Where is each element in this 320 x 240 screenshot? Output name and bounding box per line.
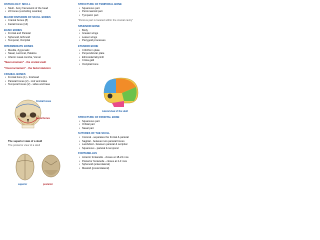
section-heading: INTERMEDIATE BONES bbox=[4, 44, 34, 48]
section-heading: FONTANELLES bbox=[78, 152, 97, 156]
text-line: • Lambdoid - between parietal & occipital bbox=[78, 143, 146, 147]
text-line: • Lesser wings bbox=[78, 36, 146, 40]
text-line: • Occipital bone bbox=[78, 63, 146, 67]
text-line: • Skull - bony framework of the head bbox=[4, 7, 72, 11]
posterior-view-title: The posterior view of a skull bbox=[8, 144, 41, 147]
text-line: "Petrous part is located within the cranial cavity" bbox=[78, 19, 134, 23]
text-line: • Frontal and Parietal bbox=[4, 32, 72, 36]
text-line: • Mastoid (posterolateral) bbox=[78, 167, 146, 171]
text-line: • Cribriform plate bbox=[78, 49, 146, 53]
text-line: • Squamous part bbox=[78, 120, 146, 124]
text-line: • Crista galli bbox=[78, 59, 146, 63]
text-line: • Anterior fontanelle - closes at 18-24 mos bbox=[78, 156, 146, 160]
text-line: • Sagittal - between two parietal bones bbox=[78, 140, 146, 144]
section-heading: MAJOR DIVISIONS OF SKULL BONES bbox=[4, 15, 51, 19]
text-line: • Coronal - separates the frontal & parietal bbox=[78, 136, 146, 140]
lateral-diagram-caption: Lateral view of the skull bbox=[102, 111, 128, 113]
text-line: • Greater wings bbox=[78, 32, 146, 36]
text-line: • Orbital part bbox=[78, 123, 146, 127]
text-line: • Pterygoid processes bbox=[78, 39, 146, 43]
text-line: • Cranial bones (8) bbox=[4, 19, 72, 23]
text-line: • 22 bones (excluding ossicles) bbox=[4, 10, 72, 14]
text-line: • Frontal bone (1) - forehead bbox=[4, 76, 72, 80]
text-line: • Body bbox=[78, 29, 146, 33]
text-line: • Nasal part bbox=[78, 127, 146, 131]
section-heading: "Neurocranium" - the cranial vault bbox=[4, 61, 47, 65]
fig-label-superior: superior bbox=[18, 184, 28, 186]
text-line: • Squamous - parietal & temporal bbox=[78, 147, 146, 151]
skull-caption-cranial: Cranial bones bbox=[36, 101, 52, 103]
skull-superior-image bbox=[14, 152, 36, 182]
document-page bbox=[0, 0, 149, 198]
fig-label-posterior: posterior bbox=[43, 184, 53, 186]
skull-caption-facial: Facial bones bbox=[36, 118, 50, 120]
text-line: • Sphenoid, Ethmoid bbox=[4, 36, 72, 40]
text-line: • Facial bones (14) bbox=[4, 23, 72, 27]
right-text-block-bottom bbox=[78, 116, 146, 170]
section-heading: CRANIAL BONES bbox=[4, 72, 26, 76]
text-line: • Sphenoid (anterolateral) bbox=[78, 163, 146, 167]
text-line: • Squamous part bbox=[78, 7, 146, 11]
text-line: • Ethmoidal labyrinth bbox=[78, 56, 146, 60]
section-heading: SPHENOID BONE bbox=[78, 24, 100, 28]
text-line: • Petromastoid part bbox=[78, 10, 146, 14]
section-heading: "Viscerocranium" - the facial skeleton bbox=[4, 66, 51, 70]
text-line: • Temporal, Occipital bbox=[4, 39, 72, 43]
left-column bbox=[4, 3, 72, 87]
text-line: • Maxilla, Zygomatic bbox=[4, 49, 72, 53]
text-line: • Parietal bones (2) - roof and sides bbox=[4, 80, 72, 84]
superior-view-title: The superior view of a skull bbox=[8, 140, 43, 143]
section-heading: STRUCTURE OF FRONTAL BONE bbox=[78, 116, 120, 119]
text-line: • Nasal, Lacrimal, Palatine bbox=[4, 52, 72, 56]
section-heading: ETHMOID BONE bbox=[78, 44, 99, 48]
text-line: • Tympanic part bbox=[78, 14, 146, 18]
skull-posterior-image bbox=[40, 152, 62, 182]
section-heading: OSTEOLOGY: SKULL bbox=[4, 3, 31, 6]
text-line: • Temporal bones (2) - sides and base bbox=[4, 83, 72, 87]
text-line: • Inferior nasal concha, Vomer bbox=[4, 56, 72, 60]
right-text-block-top bbox=[78, 3, 146, 67]
section-heading: SUTURES OF THE SKULL bbox=[78, 132, 110, 136]
section-heading: BASIC BONES bbox=[4, 28, 23, 32]
section-heading: STRUCTURE OF TEMPORAL BONE bbox=[78, 3, 122, 6]
left-text-block bbox=[4, 3, 72, 87]
right-column bbox=[78, 3, 146, 67]
skull-lateral-diagram bbox=[100, 75, 142, 109]
text-line: • Perpendicular plate bbox=[78, 52, 146, 56]
text-line: • Posterior fontanelle - closes at 2-3 mos bbox=[78, 160, 146, 164]
